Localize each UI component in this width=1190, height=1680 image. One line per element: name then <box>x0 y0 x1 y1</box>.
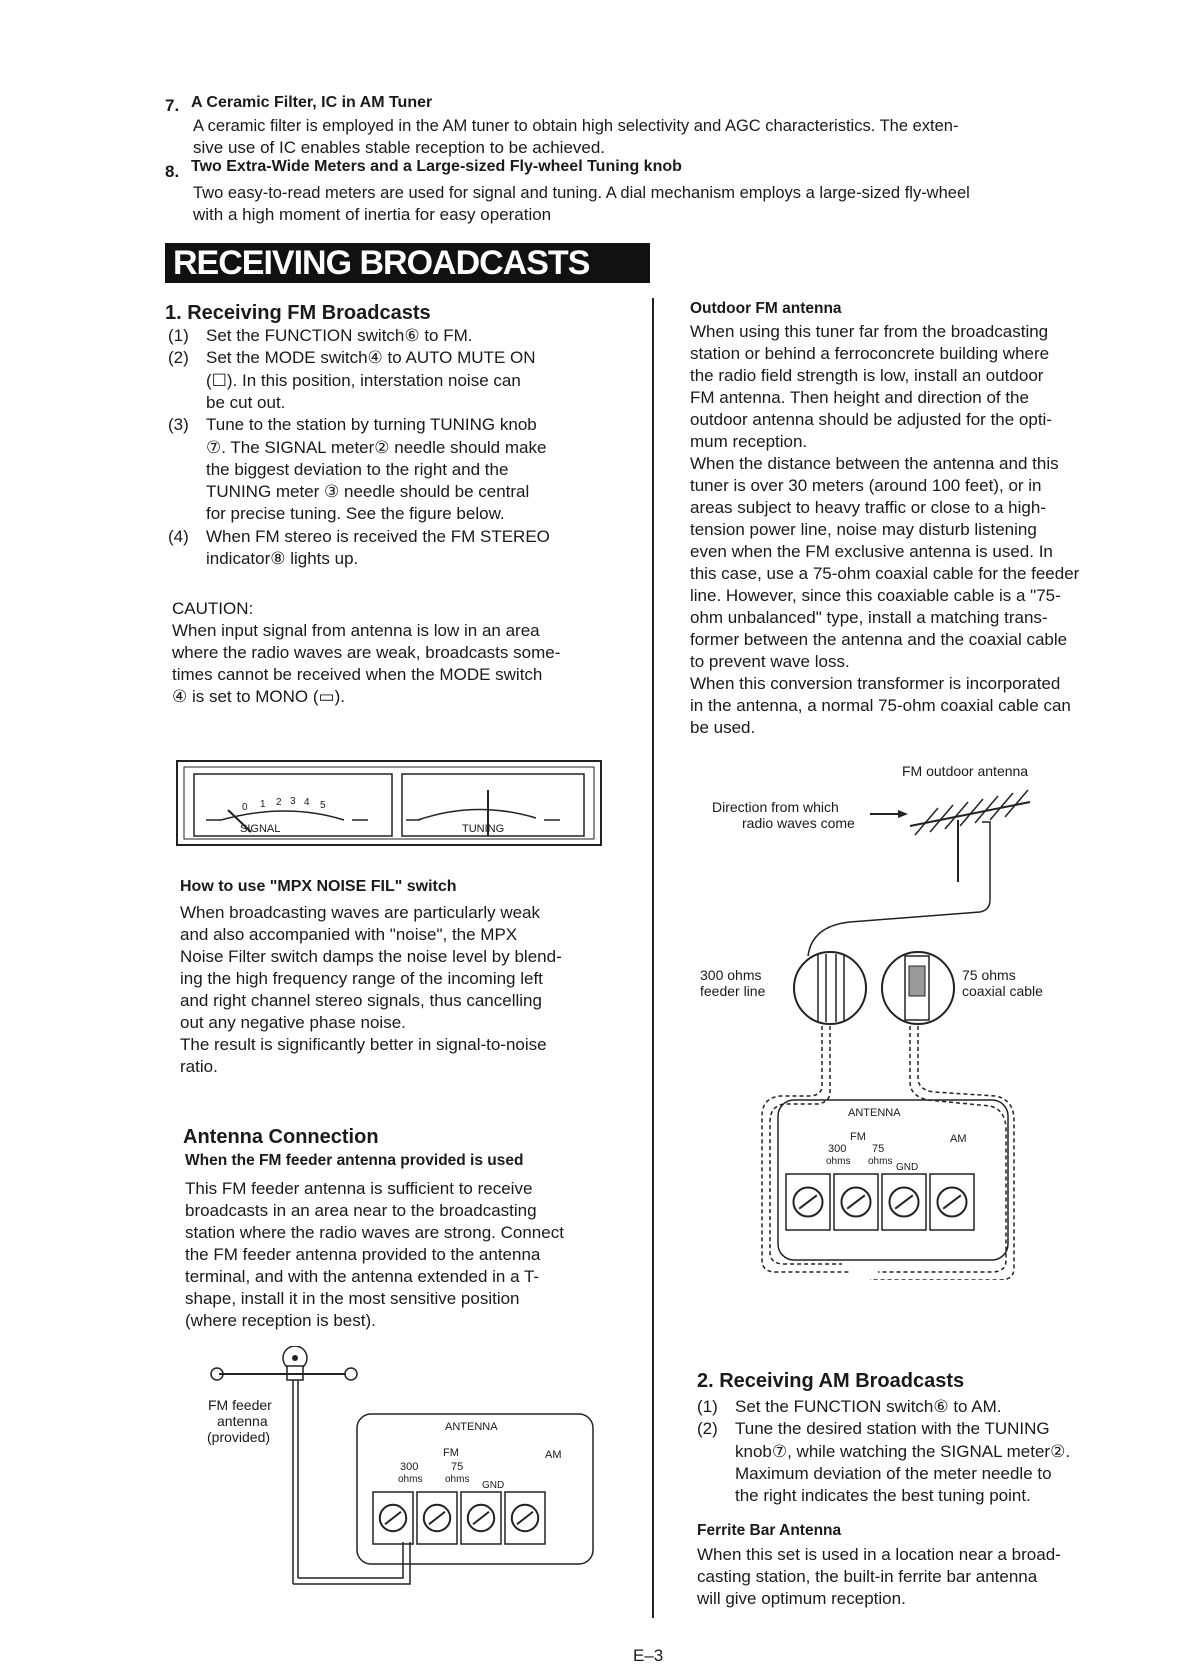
step-line: be cut out. <box>206 392 286 412</box>
text-line: When using this tuner far from the broadcasting <box>690 322 1049 341</box>
svg-text:75: 75 <box>872 1143 885 1155</box>
step-line: Set the MODE switch④ to AUTO MUTE ON <box>206 348 536 368</box>
ferrite-title: Ferrite Bar Antenna <box>697 1522 842 1539</box>
step-line: (☐). In this position, interstation noise can <box>206 370 521 390</box>
step-line: Maximum deviation of the meter needle to <box>735 1463 1052 1483</box>
text-line: the FM feeder antenna provided to the antenna <box>185 1245 541 1264</box>
tuning-meter-label: TUNING <box>462 823 505 835</box>
feeder-panel-title: ANTENNA <box>445 1421 498 1433</box>
svg-text:75: 75 <box>451 1461 464 1473</box>
antenna-subtitle: When the FM feeder antenna provided is used <box>185 1152 524 1169</box>
direction-label-1: Direction from which <box>712 799 839 815</box>
signal-scale-number: 5 <box>320 800 326 811</box>
mpx-title: How to use "MPX NOISE FIL" switch <box>180 878 457 895</box>
item7-title: A Ceramic Filter, IC in AM Tuner <box>191 94 433 111</box>
ohms75-label-1: 75 ohms <box>962 967 1016 983</box>
text-line: ④ is set to MONO (▭). <box>172 687 345 706</box>
text-line: times cannot be received when the MODE switch <box>172 665 543 684</box>
text-line: even when the FM exclusive antenna is used. In <box>690 542 1053 561</box>
text-line: terminal, and with the antenna extended in a T- <box>185 1267 540 1286</box>
text-line: in the antenna, a normal 75-ohm coaxial cable can <box>690 696 1071 715</box>
feeder-antenna-panel <box>357 1414 593 1564</box>
am-section-title: 2. Receiving AM Broadcasts <box>697 1370 965 1392</box>
step-line: ⑦. The SIGNAL meter② needle should make <box>206 437 547 457</box>
caution-label: CAUTION: <box>172 599 254 618</box>
text-line: casting station, the built-in ferrite bar antenna <box>697 1567 1038 1586</box>
text-line: station or behind a ferroconcrete building where <box>690 344 1050 363</box>
feeder-line-closeup <box>794 952 866 1024</box>
step-line: knob⑦, while watching the SIGNAL meter②. <box>735 1441 1071 1461</box>
text-line: station where the radio waves are strong. Connect <box>185 1223 564 1242</box>
item7-number: 7. <box>165 96 180 115</box>
text-line: When this set is used in a location near a broad- <box>697 1545 1061 1564</box>
svg-text:300: 300 <box>828 1143 847 1155</box>
step-number: (2) <box>168 348 189 368</box>
ohms300-label-2: feeder line <box>700 983 766 999</box>
fm-outdoor-label: FM outdoor antenna <box>902 763 1029 779</box>
svg-text:300: 300 <box>400 1461 419 1473</box>
signal-scale-number: 3 <box>290 796 296 807</box>
signal-scale-number: 1 <box>260 799 266 810</box>
step-line: When FM stereo is received the FM STEREO <box>206 526 550 546</box>
tuning-scale-arc <box>418 809 536 820</box>
text-line: (where reception is best). <box>185 1311 376 1330</box>
signal-scale-arc <box>221 811 344 820</box>
step-line: indicator⑧ lights up. <box>206 549 359 568</box>
text-line: where the radio waves are weak, broadcasts some- <box>172 643 561 662</box>
text-line: When broadcasting waves are particularly weak <box>180 903 541 922</box>
signal-scale-number: 2 <box>276 797 282 808</box>
step-line: Set the FUNCTION switch⑥ to AM. <box>735 1397 1002 1416</box>
text-line: When this conversion transformer is incorporated <box>690 674 1061 693</box>
text-line: tuner is over 30 meters (around 100 feet), or in <box>690 476 1042 495</box>
step-number: (4) <box>168 526 189 546</box>
svg-text:GND: GND <box>896 1162 919 1173</box>
step-line: the biggest deviation to the right and the <box>206 459 509 479</box>
text-line: This FM feeder antenna is sufficient to receive <box>185 1179 533 1198</box>
item8-line2: with a high moment of inertia for easy operation <box>193 205 552 224</box>
svg-text:AM: AM <box>545 1449 562 1461</box>
text-line: ing the high frequency range of the incoming left <box>180 969 543 988</box>
text-line: former between the antenna and the coaxial cable <box>690 630 1068 649</box>
text-line: tension power line, noise may disturb listening <box>690 520 1037 539</box>
text-line: ohm unbalanced" type, install a matching trans- <box>690 608 1048 627</box>
section-banner: RECEIVING BROADCASTS <box>165 243 650 283</box>
svg-text:ohms: ohms <box>826 1156 851 1167</box>
svg-text:ohms: ohms <box>868 1156 893 1167</box>
ohms300-label-1: 300 ohms <box>700 967 762 983</box>
feeder-label-2: antenna <box>217 1413 268 1429</box>
step-line: Set the FUNCTION switch⑥ to FM. <box>206 326 473 345</box>
text-line: the radio field strength is low, install an outdoor <box>690 366 1044 385</box>
column-divider <box>652 298 654 1618</box>
text-line: FM antenna. Then height and direction of the <box>690 388 1029 407</box>
svg-text:FM: FM <box>443 1447 459 1459</box>
text-line: and also accompanied with "noise", the MPX <box>180 925 518 944</box>
step-line: Tune to the station by turning TUNING knob <box>206 415 537 435</box>
direction-label-2: radio waves come <box>742 815 855 831</box>
text-line: The result is significantly better in signal-to-noise <box>180 1035 547 1054</box>
step-line: the right indicates the best tuning point. <box>735 1486 1031 1506</box>
svg-text:AM: AM <box>950 1133 967 1145</box>
text-line: be used. <box>690 718 756 737</box>
text-line: line. However, since this coaxiable cable is a "75- <box>690 586 1061 605</box>
step-line: TUNING meter ③ needle should be central <box>206 482 530 502</box>
text-line: shape, install it in the most sensitive position <box>185 1289 520 1308</box>
step-line: for precise tuning. See the figure below. <box>206 504 505 524</box>
outdoor-panel-title: ANTENNA <box>848 1107 901 1119</box>
page-number: E–3 <box>633 1646 664 1665</box>
text-line: mum reception. <box>690 432 808 451</box>
text-line: When input signal from antenna is low in an area <box>172 621 540 640</box>
feeder-antenna-figure <box>205 1346 605 1606</box>
step-number: (1) <box>168 326 189 345</box>
item7-line2: sive use of IC enables stable reception to be achieved. <box>193 138 606 157</box>
outdoor-antenna-figure <box>700 760 1080 1280</box>
svg-text:ohms: ohms <box>398 1474 423 1485</box>
step-number: (2) <box>697 1419 718 1439</box>
svg-text:FM: FM <box>850 1131 866 1143</box>
ohms75-label-2: coaxial cable <box>962 983 1043 999</box>
text-line: When the distance between the antenna and this <box>690 454 1059 473</box>
svg-text:GND: GND <box>482 1480 505 1491</box>
item8-line1: Two easy-to-read meters are used for signal and tuning. A dial mechanism employs a large-sized fly-wheel <box>193 184 970 202</box>
svg-text:ohms: ohms <box>445 1474 470 1485</box>
text-line: will give optimum reception. <box>697 1589 906 1608</box>
text-line: out any negative phase noise. <box>180 1013 406 1032</box>
step-line: Tune the desired station with the TUNING <box>735 1419 1050 1439</box>
text-line: to prevent wave loss. <box>690 652 850 671</box>
signal-scale-number: 0 <box>242 802 248 813</box>
signal-scale-number: 4 <box>304 797 310 808</box>
outdoor-title: Outdoor FM antenna <box>690 300 842 317</box>
text-line: outdoor antenna should be adjusted for the opti- <box>690 410 1052 429</box>
text-line: and right channel stereo signals, thus cancelling <box>180 991 542 1010</box>
text-line: ratio. <box>180 1057 218 1076</box>
item7-line1: A ceramic filter is employed in the AM tuner to obtain high selectivity and AGC characteristics. The exten- <box>193 117 959 135</box>
step-number: (1) <box>697 1397 718 1416</box>
item8-title: Two Extra-Wide Meters and a Large-sized Fly-wheel Tuning knob <box>191 158 682 175</box>
feeder-label-3: (provided) <box>207 1429 271 1445</box>
fm-section-title: 1. Receiving FM Broadcasts <box>165 302 431 324</box>
meters-figure <box>176 760 604 850</box>
text-line: broadcasts in an area near to the broadcasting <box>185 1201 537 1220</box>
step-number: (3) <box>168 415 189 435</box>
item8-number: 8. <box>165 162 180 181</box>
signal-meter-label: SIGNAL <box>240 823 281 835</box>
antenna-title: Antenna Connection <box>183 1126 379 1148</box>
text-line: areas subject to heavy traffic or close to a high- <box>690 498 1046 517</box>
text-line: this case, use a 75-ohm coaxial cable for the feeder <box>690 564 1080 583</box>
feeder-label-1: FM feeder <box>208 1397 272 1413</box>
text-line: Noise Filter switch damps the noise level by blend- <box>180 947 562 966</box>
